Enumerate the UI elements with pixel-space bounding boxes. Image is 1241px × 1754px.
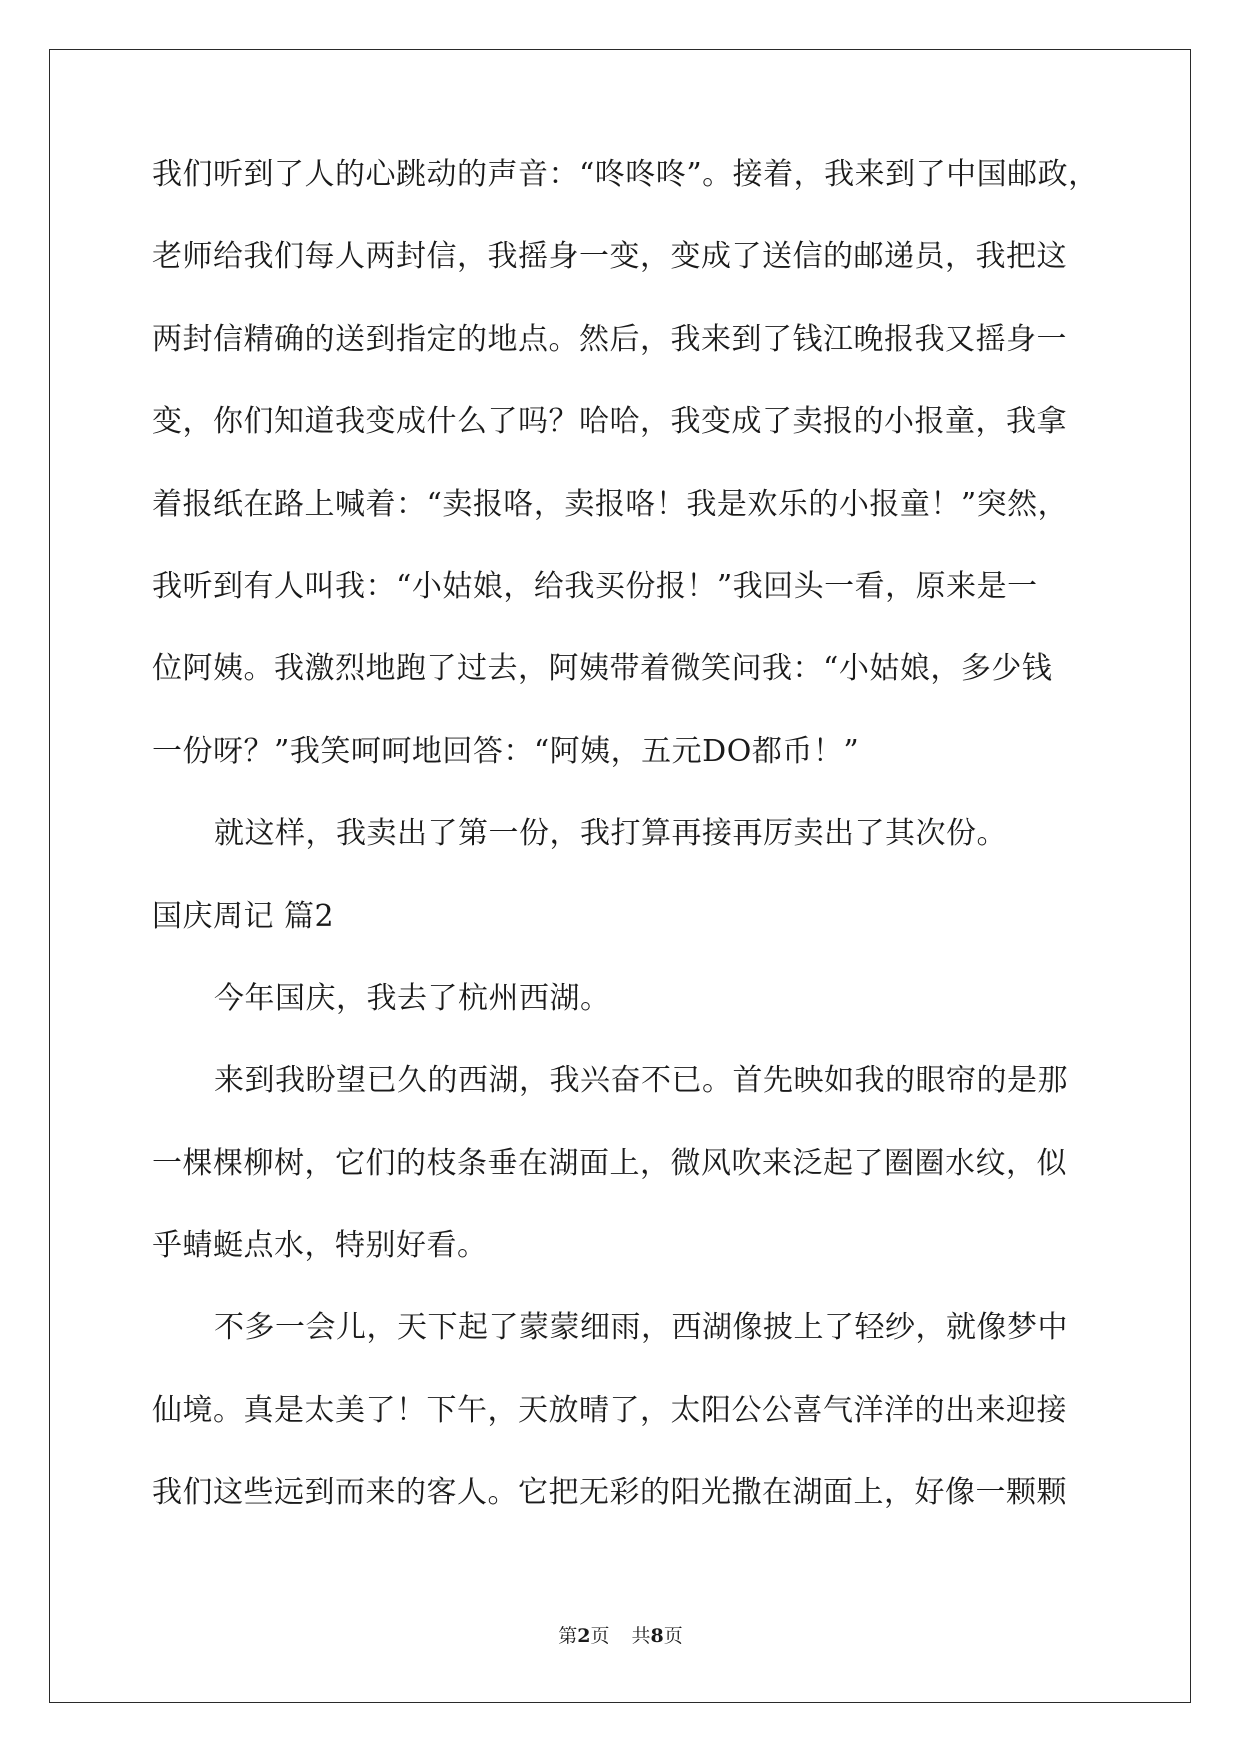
document-body [152, 157, 1099, 1561]
paragraph-line: 不多一会儿，天下起了蒙蒙细雨，西湖像披上了轻纱，就像梦中 [214, 1310, 1068, 1346]
paragraph-line: 位阿姨。我激烈地跑了过去，阿姨带着微笑问我：“小姑娘，多少钱 [152, 651, 1053, 687]
paragraph-line: 我听到有人叫我：“小姑娘，给我买份报！”我回头一看，原来是一 [152, 568, 1038, 604]
paragraph-line: 就这样，我卖出了第一份，我打算再接再厉卖出了其次份。 [214, 816, 1007, 852]
page-footer [0, 1625, 1241, 1647]
paragraph-line: 乎蜻蜓点水，特别好看。 [152, 1228, 488, 1264]
paragraph-line: 老师给我们每人两封信，我摇身一变，变成了送信的邮递员，我把这 [152, 239, 1067, 275]
paragraph-line: 仙境。真是太美了！下午，天放晴了，太阳公公喜气洋洋的出来迎接 [152, 1392, 1067, 1428]
total-suffix: 页 [663, 1625, 683, 1647]
paragraph-line: 今年国庆，我去了杭州西湖。 [214, 980, 611, 1016]
page-prefix: 第 [558, 1625, 578, 1647]
paragraph-line: 一棵棵柳树，它们的枝条垂在湖面上，微风吹来泛起了圈圈水纹，似 [152, 1145, 1067, 1181]
paragraph-line: 我们听到了人的心跳动的声音：“咚咚咚”。接着，我来到了中国邮政， [152, 157, 1099, 192]
total-prefix: 共 [631, 1625, 651, 1647]
paragraph-line: 着报纸在路上喊着：“卖报咯，卖报咯！我是欢乐的小报童！”突然， [152, 486, 1069, 522]
section-heading: 国庆周记 篇2 [152, 898, 335, 934]
page-number: 2 [577, 1625, 591, 1647]
paragraph-line: 变，你们知道我变成什么了吗？哈哈，我变成了卖报的小报童，我拿 [152, 404, 1067, 440]
paragraph-line: 两封信精确的送到指定的地点。然后，我来到了钱江晚报我又摇身一 [152, 321, 1067, 357]
paragraph-line: 我们这些远到而来的客人。它把无彩的阳光撒在湖面上，好像一颗颗 [152, 1475, 1067, 1511]
total-pages: 8 [650, 1625, 664, 1647]
paragraph-line: 一份呀？”我笑呵呵地回答：“阿姨，五元DO都币！” [152, 733, 860, 769]
paragraph-line: 来到我盼望已久的西湖，我兴奋不已。首先映如我的眼帘的是那 [214, 1063, 1068, 1099]
page-suffix: 页 [590, 1625, 610, 1647]
